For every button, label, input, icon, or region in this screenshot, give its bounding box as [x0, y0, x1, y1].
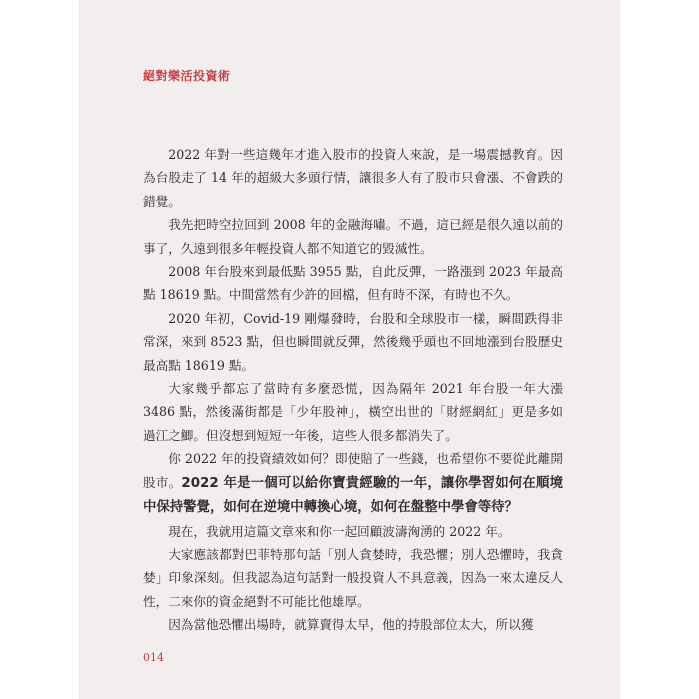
emphasis-text: 2022 年是一個可以給你寶貴經驗的一年，讓你學習如何在順境中保持警覺，如何在逆境中轉換心境，如何在盤整中學會等待？ — [143, 475, 563, 516]
paragraph-text: 你 2022 年的投資績效如何？即使賠了一些錢，也希望你不要從此離開股市。 — [143, 451, 563, 490]
paragraph: 因為當他恐懼出場時，就算賣得太早，他的持股部位太大，所以獲 — [168, 617, 534, 633]
paragraph: 2008 年台股來到最低點 3955 點，自此反彈，一路漲到 2023 年最高點 18619 點。中間當然有少許的回檔，但有時不深，有時也不久。 — [143, 264, 563, 303]
paragraph: 2022 年對一些這幾年才進入股市的投資人來說，是一場震撼教育。因為台股走了 14 年的超級大多頭行情，讓很多人有了股市只會漲、不會跌的錯覺。 — [143, 147, 563, 209]
book-page — [80, 0, 619, 699]
paragraph: 現在，我就用這篇文章來和你一起回顧波濤洶湧的 2022 年。 — [168, 523, 511, 539]
paragraph: 大家幾乎都忘了當時有多麼恐慌，因為隔年 2021 年台股一年大漲 3486 點，然後滿街都是「少年股神」，橫空出世的「財經網紅」更是多如過江之鯽。但沒想到短短一年後，這些人很多都消失了。 — [143, 381, 563, 443]
running-head-title: 絕對樂活投資術 — [143, 69, 231, 83]
paragraph: 我先把時空拉回到 2008 年的金融海嘯。不過，這已經是很久遠以前的事了，久遠到很多年輕投資人都不知道它的毀滅性。 — [143, 217, 563, 256]
paragraph: 大家應該都對巴菲特那句話「別人貪婪時，我恐懼；別人恐懼時，我貪婪」印象深刻。但我認為這句話對一般投資人不具意義，因為一來太違反人性，二來你的資金絕對不可能比他雄厚。 — [143, 546, 563, 609]
paragraph — [143, 447, 563, 519]
paragraph: 2020 年初，Covid-19 剛爆發時，台股和全球股市一樣，瞬間跌得非常深，來到 8523 點，但也瞬間就反彈，然後幾乎頭也不回地漲到台股歷史最高點 18619 點。 — [143, 310, 563, 373]
page-number: 014 — [143, 651, 164, 664]
body-text — [143, 143, 563, 637]
